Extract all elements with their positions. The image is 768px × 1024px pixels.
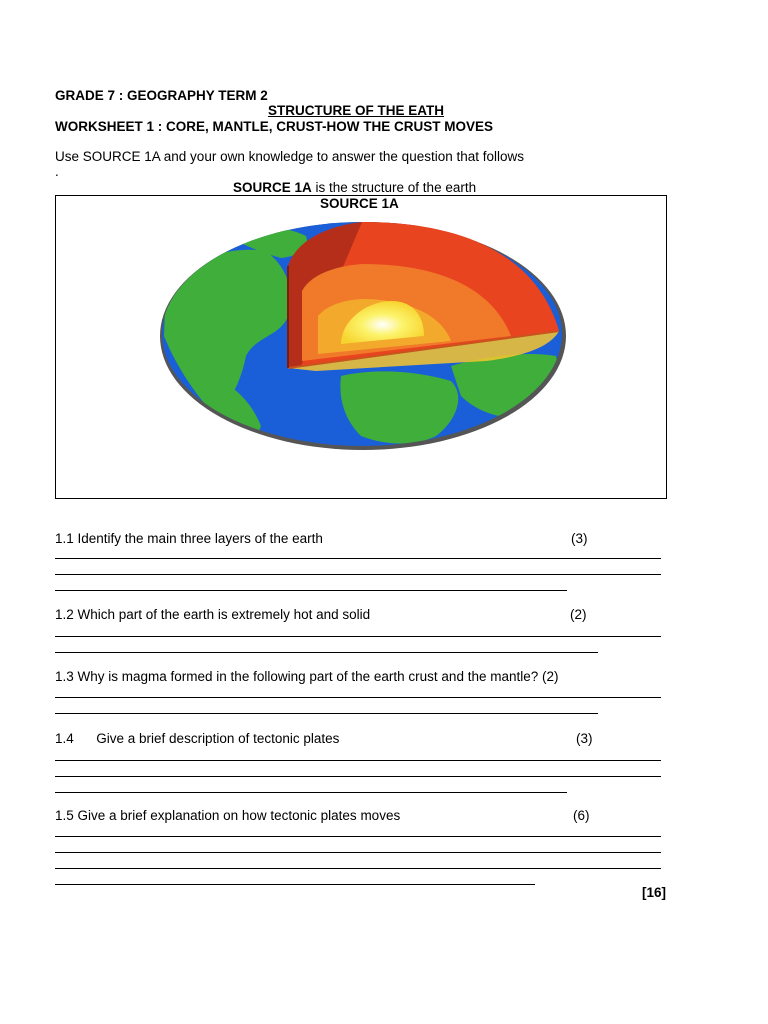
topic-title: STRUCTURE OF THE EATH (268, 103, 444, 118)
source-caption (233, 180, 476, 195)
question-1-5: 1.5 Give a brief explanation on how tectonic plates moves (55, 808, 401, 823)
answer-line[interactable] (55, 697, 661, 698)
answer-line[interactable] (55, 558, 661, 559)
question-1-4: 1.4 Give a brief description of tectonic plates (55, 731, 340, 746)
question-1-1: 1.1 Identify the main three layers of the earth (55, 531, 323, 546)
answer-line[interactable] (55, 652, 598, 653)
source-caption-label: SOURCE 1A (233, 180, 312, 195)
source-box-title: SOURCE 1A (320, 196, 399, 211)
marks-1-4: (3) (576, 731, 593, 746)
land-australia (496, 420, 544, 442)
answer-line[interactable] (55, 574, 661, 575)
answer-line[interactable] (55, 836, 661, 837)
answer-line[interactable] (55, 636, 661, 637)
instruction-text: Use SOURCE 1A and your own knowledge to answer the question that follows (55, 149, 525, 164)
answer-line[interactable] (55, 868, 661, 869)
question-1-2: 1.2 Which part of the earth is extremely hot and solid (55, 607, 371, 622)
source-caption-text: is the structure of the earth (311, 180, 477, 195)
grade-heading: GRADE 7 : GEOGRAPHY TERM 2 (55, 88, 268, 103)
question-1-3: 1.3 Why is magma formed in the following part of the earth crust and the mantle? (2) (55, 669, 559, 684)
earth-structure-image (56, 196, 668, 500)
answer-line[interactable] (55, 884, 535, 885)
marks-1-1: (3) (571, 531, 588, 546)
answer-line[interactable] (55, 590, 567, 591)
marks-1-2: (2) (570, 607, 587, 622)
answer-line[interactable] (55, 792, 567, 793)
marks-1-5: (6) (573, 808, 590, 823)
stray-mark: . (55, 164, 59, 179)
source-1a-box (55, 195, 667, 499)
worksheet-heading: WORKSHEET 1 : CORE, MANTLE, CRUST-HOW THE CRUST MOVES (55, 119, 494, 134)
answer-line[interactable] (55, 852, 661, 853)
answer-line[interactable] (55, 760, 661, 761)
total-marks: [16] (642, 885, 667, 900)
answer-line[interactable] (55, 713, 598, 714)
answer-line[interactable] (55, 776, 661, 777)
